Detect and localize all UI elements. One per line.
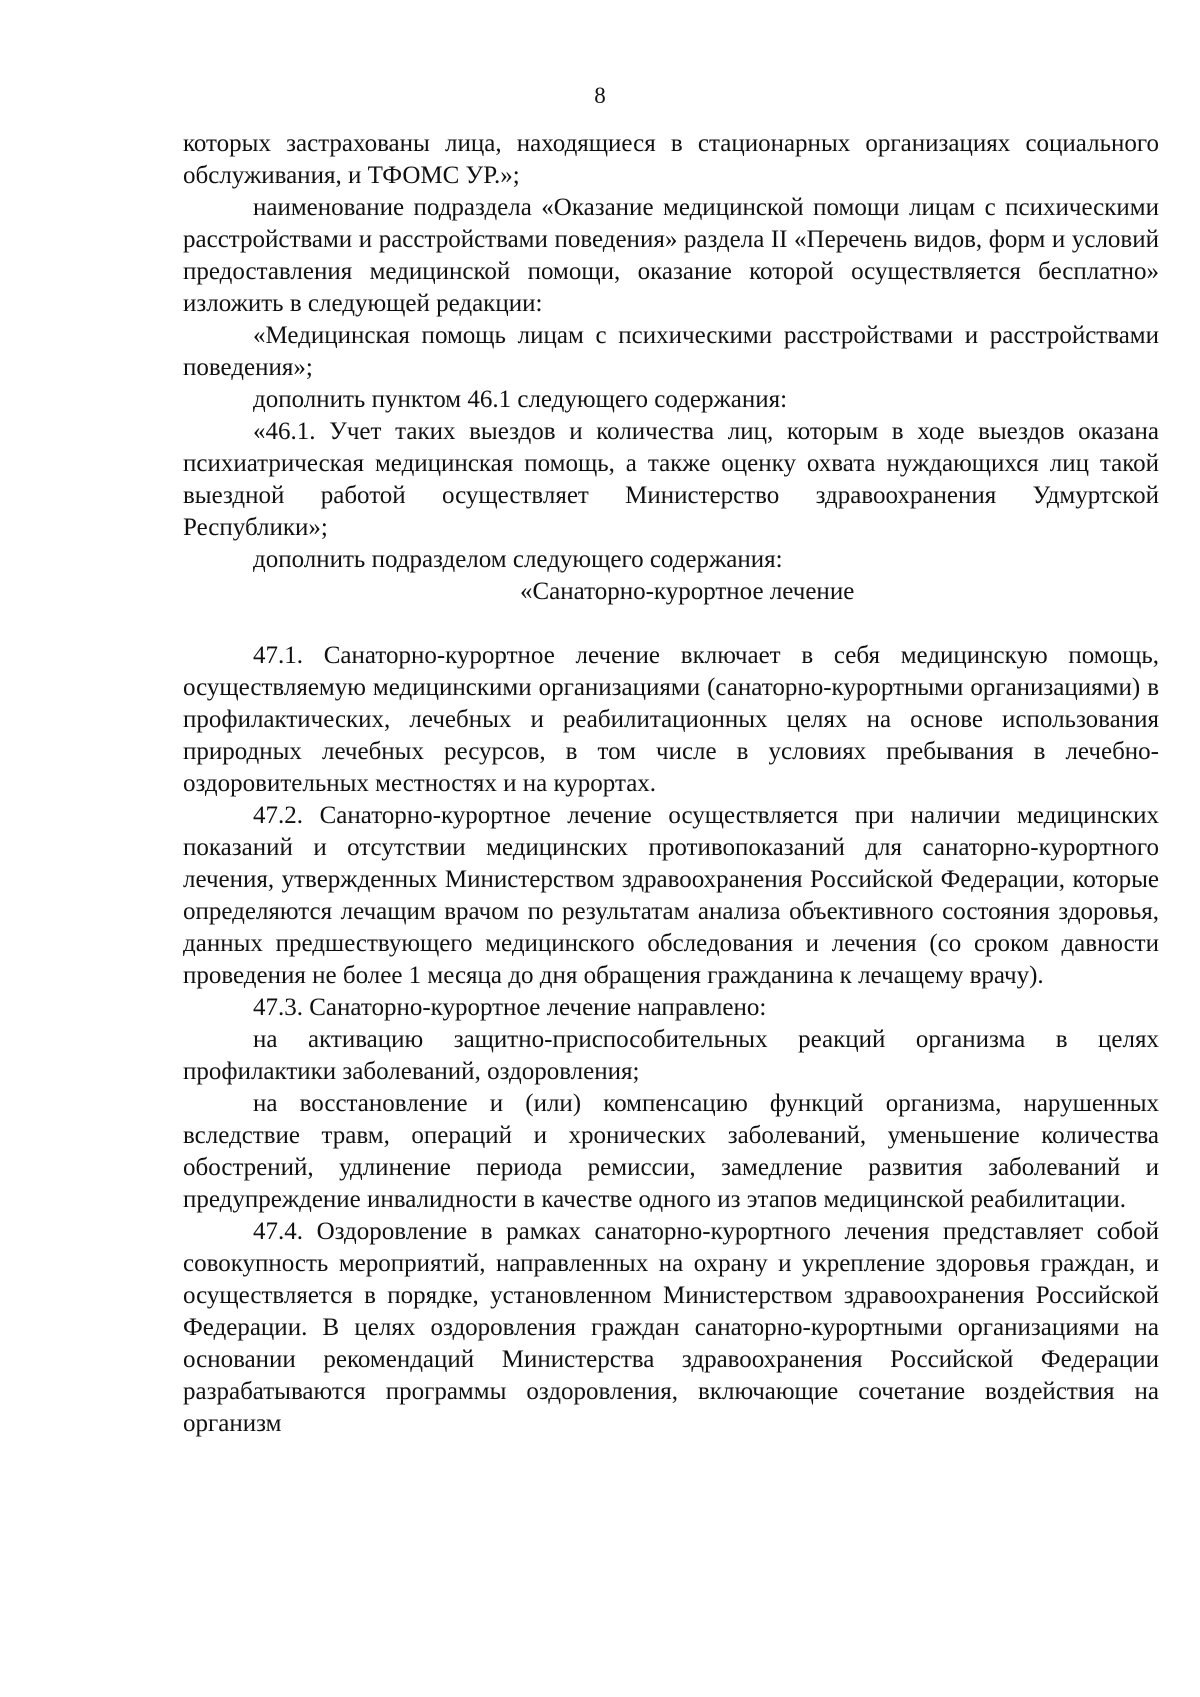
paragraph-add-item: дополнить пунктом 46.1 следующего содержания: [253,386,788,413]
paragraph-add-subsection: дополнить подразделом следующего содержания: [253,546,783,573]
paragraph-item-47-3: 47.3. Санаторно-курортное лечение направлено: [253,994,767,1021]
paragraph-item-47-4: 47.4. Оздоровление в рамках санаторно-курортного лечения представляет собой совокупность мероприятий, направленных на охрану и укрепление здоровья граждан, и осуществляется в порядке, установленном Министерством здравоохранения Российской Федерации. В целях оздоровления граждан санаторно-курортными организациями на основании рекомендаций Министерства здравоохранения Российской Федерации разрабатываются программы оздоровления, включающие сочетание воздействия на организм [183,1218,1159,1437]
page-number: 8 [594,83,606,108]
paragraph-item-47-3-b: на восстановление и (или) компенсацию функций организма, нарушенных вследствие травм, операций и хронических заболеваний, уменьшение количества обострений, удлинение периода ремиссии, замедление развития заболеваний и предупреждение инвалидности в качестве одного из этапов медицинской реабилитации. [183,1090,1159,1213]
document-body [183,128,1159,1440]
paragraph-new-subsection-title: «Медицинская помощь лицам с психическими расстройствами и расстройствами поведения»; [183,322,1159,381]
paragraph-continuation: которых застрахованы лица, находящиеся в стационарных организациях социального обслуживания, и ТФОМС УР.»; [183,130,1159,189]
paragraph-subsection-rename: наименование подраздела «Оказание медицинской помощи лицам с психическими расстройствами и расстройствами поведения» раздела II «Перечень видов, форм и условий предоставления медицинской помощи, оказание которой осуществляется бесплатно» изложить в следующей редакции: [183,194,1159,317]
paragraph-item-47-2: 47.2. Санаторно-курортное лечение осуществляется при наличии медицинских показаний и отсутствии медицинских противопоказаний для санаторно-курортного лечения, утвержденных Министерством здравоохранения Российской Федерации, которые определяются лечащим врачом по результатам анализа объективного состояния здоровья, данных предшествующего медицинского обследования и лечения (со сроком давности проведения не более 1 месяца до дня обращения гражданина к лечащему врачу). [183,802,1159,989]
section-heading: «Санаторно-курортное лечение [520,578,855,605]
paragraph-item-47-1: 47.1. Санаторно-курортное лечение включает в себя медицинскую помощь, осуществляемую медицинскими организациями (санаторно-курортными организациями) в профилактических, лечебных и реабилитационных целях на основе использования природных лечебных ресурсов, в том числе в условиях пребывания в лечебно-оздоровительных местностях и на курортах. [183,642,1159,797]
paragraph-item-47-3-a: на активацию защитно-приспособительных реакций организма в целях профилактики заболеваний, оздоровления; [183,1026,1159,1085]
paragraph-item-46-1: «46.1. Учет таких выездов и количества лиц, которым в ходе выездов оказана психиатрическая медицинская помощь, а также оценку охвата нуждающихся лиц такой выездной работой осуществляет Министерство здравоохранения Удмуртской Республики»; [183,418,1159,541]
